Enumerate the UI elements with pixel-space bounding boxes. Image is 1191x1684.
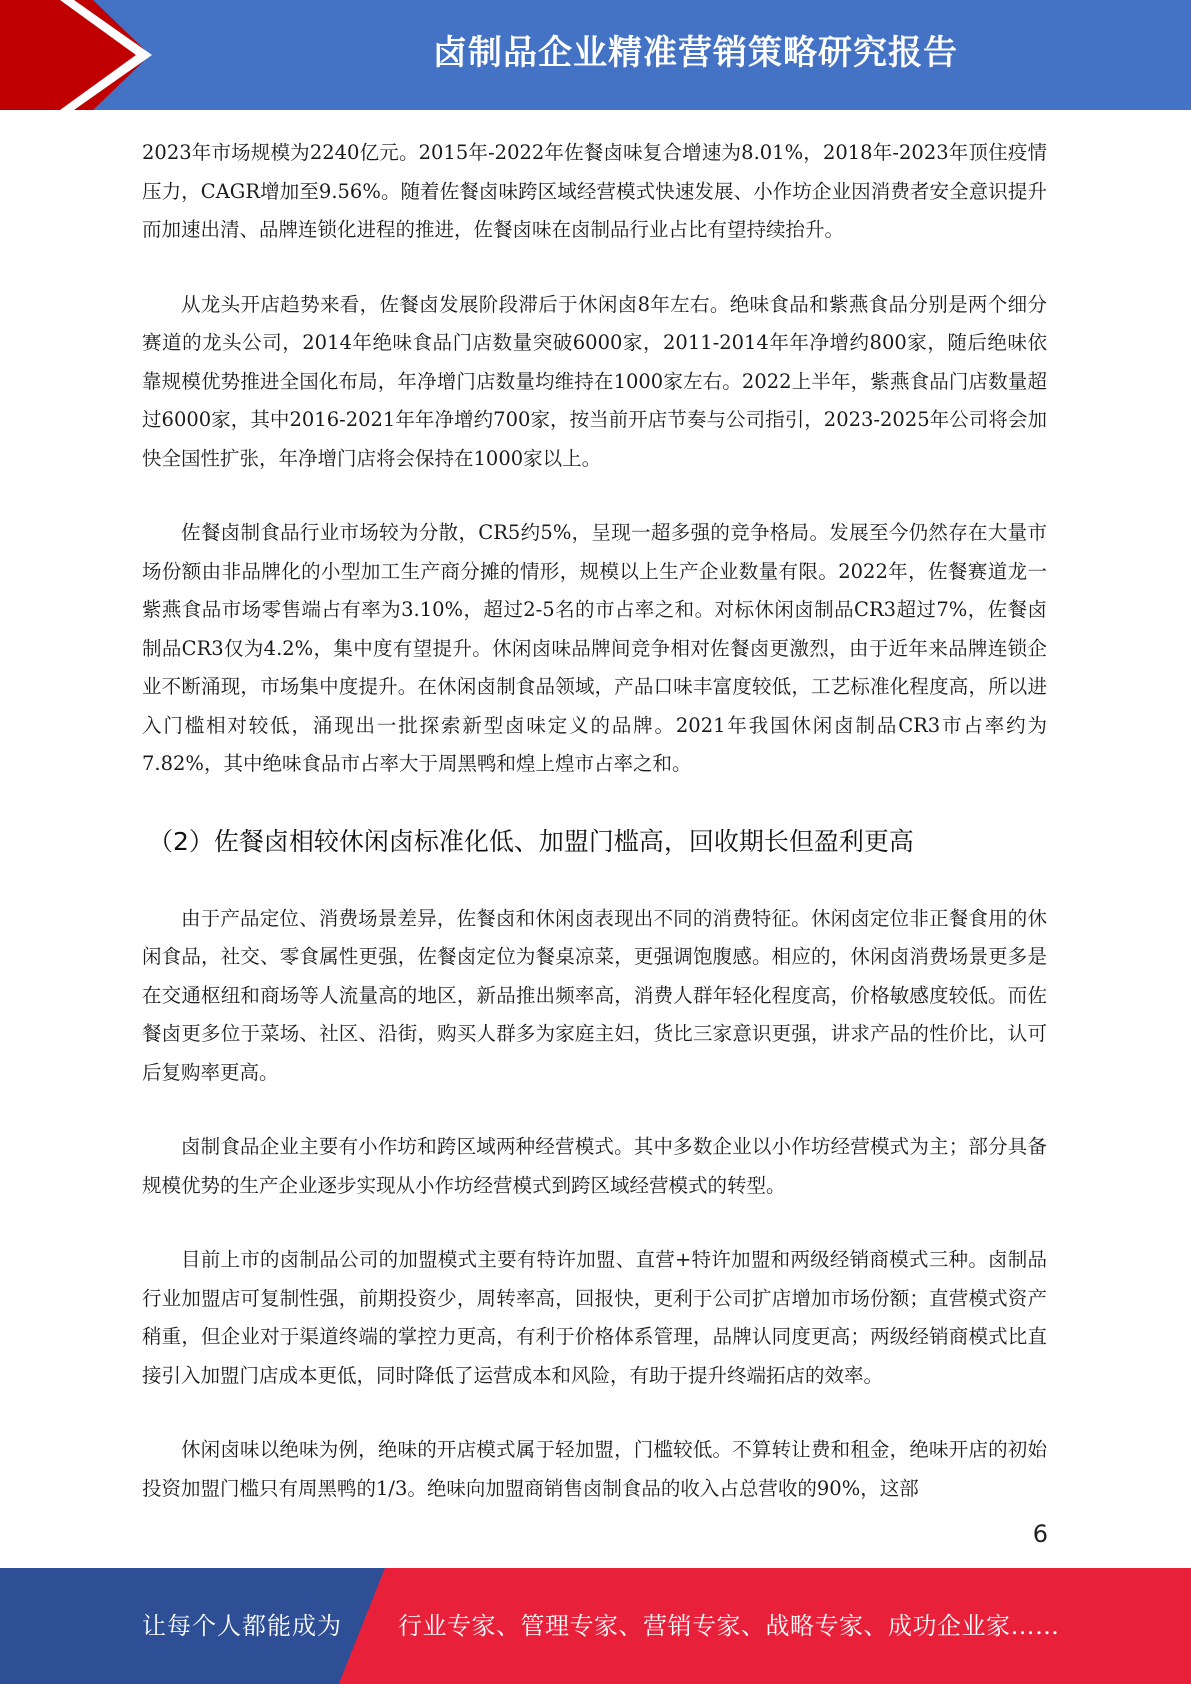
footer-banner	[0, 1568, 1191, 1684]
paragraph-juewei-example: 休闲卤味以绝味为例，绝味的开店模式属于轻加盟，门槛较低。不算转让费和租金，绝味开店的初始投资加盟门槛只有周黑鸭的1/3。绝味向加盟商销售卤制食品的收入占总营收的90%，这部	[142, 1438, 1047, 1500]
section-subheading: （2）佐餐卤相较休闲卤标准化低、加盟门槛高，回收期长但盈利更高	[148, 826, 914, 856]
footer-slogan-left: 让每个人都能成为	[142, 1612, 342, 1640]
paragraph-franchise-models: 目前上市的卤制品公司的加盟模式主要有特许加盟、直营+特许加盟和两级经销商模式三种。卤制品行业加盟店可复制性强，前期投资少，周转率高，回报快，更利于公司扩店增加市场份额；直营模式资产稍重，但企业对于渠道终端的掌控力更高，有利于价格体系管理，品牌认同度更高；两级经销商模式比直接引入加盟门店成本更低，同时降低了运营成本和风险，有助于提升终端拓店的效率。	[142, 1248, 1047, 1387]
footer-slogan-right: 行业专家、管理专家、营销专家、战略专家、成功企业家……	[398, 1612, 1060, 1640]
paragraph-consumption-features: 由于产品定位、消费场景差异，佐餐卤和休闲卤表现出不同的消费特征。休闲卤定位非正餐食用的休闲食品，社交、零食属性更强，佐餐卤定位为餐桌凉菜，更强调饱腹感。相应的，休闲卤消费场景更多是在交通枢纽和商场等人流量高的地区，新品推出频率高，消费人群年轻化程度高，价格敏感度较低。而佐餐卤更多位于菜场、社区、沿街，购买人群多为家庭主妇，货比三家意识更强，讲求产品的性价比，认可后复购率更高。	[142, 906, 1047, 1084]
paragraph-competition: 佐餐卤制食品行业市场较为分散，CR5约5%，呈现一超多强的竞争格局。发展至今仍然存在大量市场份额由非品牌化的小型加工生产商分摊的情形，规模以上生产企业数量有限。2022年，佐餐赛道龙一紫燕食品市场零售端占有率为3.10%，超过2-5名的市占率之和。对标休闲卤制品CR3超过7%，佐餐卤制品CR3仅为4.2%，集中度有望提升。休闲卤味品牌间竞争相对佐餐卤更激烈，由于近年来品牌连锁企业不断涌现，市场集中度提升。在休闲卤制食品领域，产品口味丰富度较低，工艺标准化程度高，所以进入门槛相对较低，涌现出一批探索新型卤味定义的品牌。2021年我国休闲卤制品CR3市占率约为7.82%，其中绝味食品市占率大于周黑鸭和煌上煌市占率之和。	[142, 521, 1047, 775]
page-number: 6	[1032, 1520, 1048, 1548]
paragraph-store-trend: 从龙头开店趋势来看，佐餐卤发展阶段滞后于休闲卤8年左右。绝味食品和紫燕食品分别是两个细分赛道的龙头公司，2014年绝味食品门店数量突破6000家，2011-2014年年净增约800家，随后绝味依靠规模优势推进全国化布局，年净增门店数量均维持在1000家左右。2022上半年，紫燕食品门店数量超过6000家，其中2016-2021年年净增约700家，按当前开店节奏与公司指引，2023-2025年公司将会加快全国性扩张，年净增门店将会保持在1000家以上。	[142, 292, 1047, 470]
document-body	[142, 134, 1047, 1544]
header-banner	[0, 0, 1191, 110]
report-title: 卤制品企业精准营销策略研究报告	[433, 33, 958, 73]
paragraph-market-size: 2023年市场规模为2240亿元。2015年-2022年佐餐卤味复合增速为8.01%，2018年-2023年顶住疫情压力，CAGR增加至9.56%。随着佐餐卤味跨区域经营模式快速发展、小作坊企业因消费者安全意识提升而加速出清、品牌连锁化进程的推进，佐餐卤味在卤制品行业占比有望持续抬升。	[142, 141, 1047, 241]
header-red-arrow-shape	[0, 0, 150, 110]
paragraph-business-models: 卤制食品企业主要有小作坊和跨区域两种经营模式。其中多数企业以小作坊经营模式为主；部分具备规模优势的生产企业逐步实现从小作坊经营模式到跨区域经营模式的转型。	[142, 1135, 1047, 1197]
